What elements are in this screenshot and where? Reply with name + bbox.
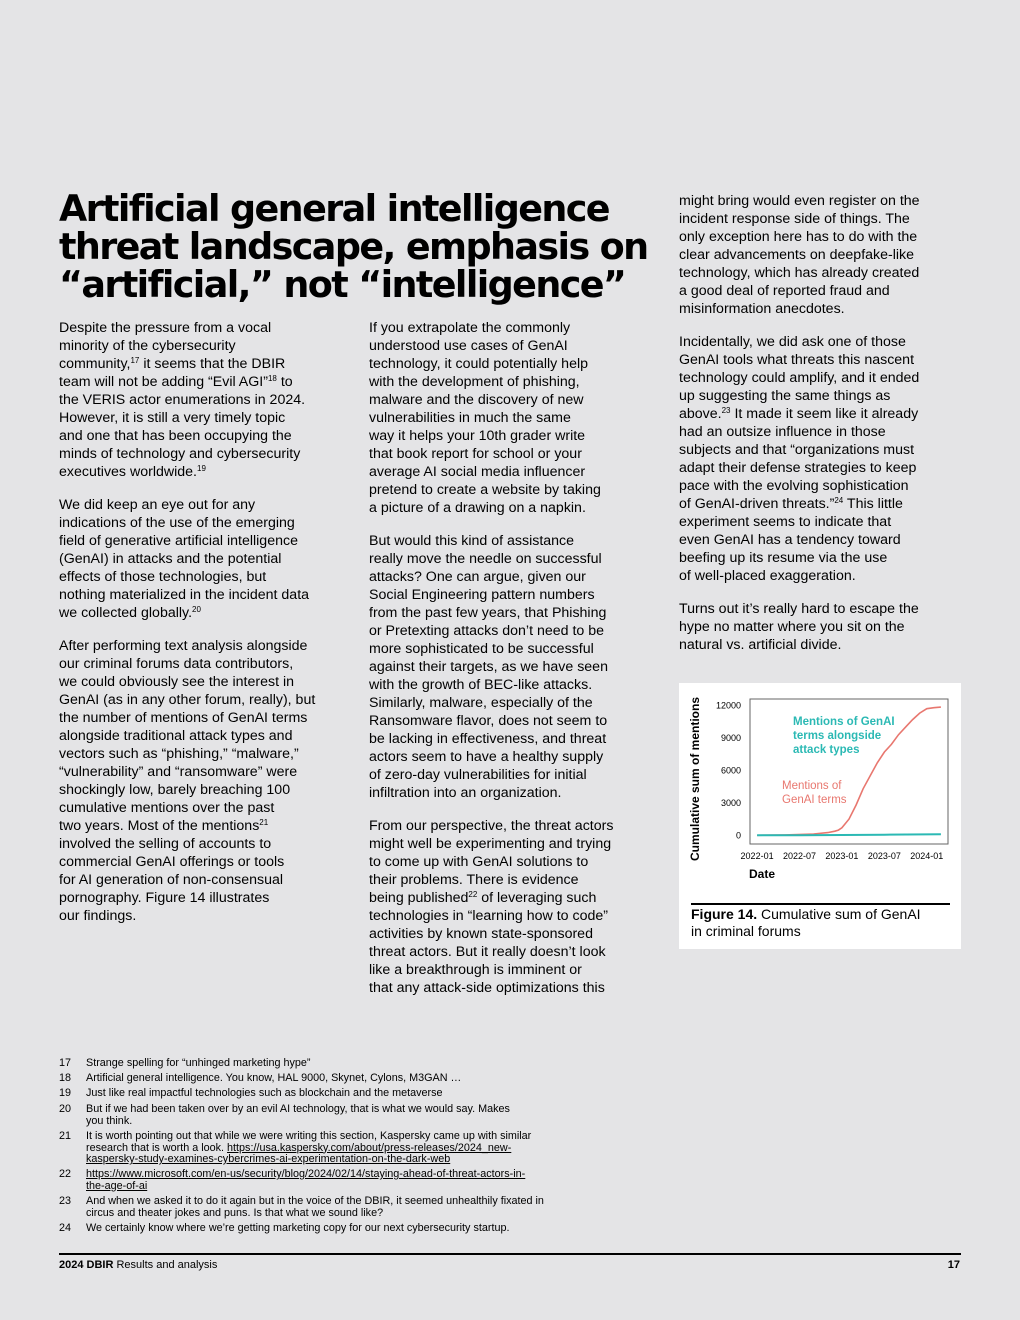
text-line: more sophisticated to be successful (369, 641, 594, 657)
text-line: minority of the cybersecurity (59, 338, 236, 354)
text-line: that book report for school or your (369, 446, 582, 462)
text-line: really move the needle on successful (369, 551, 602, 567)
footer-rule (59, 1253, 961, 1255)
text-line: malware and the discovery of new (369, 392, 584, 408)
text-line: After performing text analysis alongside (59, 638, 308, 654)
series-label-genai-terms: Mentions of GenAI terms (782, 780, 847, 806)
paragraph (369, 532, 659, 802)
text-line: pace with the evolving sophistication (679, 478, 909, 494)
text-line: experiment seems to indicate that (679, 514, 892, 530)
text-line: indications of the use of the emerging (59, 515, 295, 531)
text-line: up suggesting the same things as (679, 388, 891, 404)
figure-caption (691, 906, 956, 940)
text-line: misinformation anecdotes. (679, 301, 845, 317)
text-line: average AI social media influencer (369, 464, 586, 480)
text-line: a picture of a drawing on a napkin. (369, 500, 586, 516)
text-line: technologies in “learning how to code” (369, 908, 608, 924)
text-line: cumulative mentions over the past (59, 800, 275, 816)
text-line: GenAI (as in any other forum, really), but (59, 692, 316, 708)
text-line: alongside traditional attack types and (59, 728, 293, 744)
text-line: subjects and that “organizations must (679, 442, 915, 458)
caption-text: Cumulative sum of GenAI (761, 906, 921, 922)
text-line: vectors such as “phishing,” “malware,” (59, 746, 299, 762)
text-column-3 (679, 192, 969, 669)
footnote-ref[interactable]: 20 (192, 605, 201, 614)
text-line: like a breakthrough is imminent or (369, 962, 582, 978)
x-tick-label: 2023-01 (825, 851, 859, 861)
footer-title (59, 1259, 217, 1272)
text-line: Ransomware flavor, does not seem to (369, 713, 608, 729)
text-line: our criminal forums data contributors, (59, 656, 294, 672)
text-column-2 (369, 319, 659, 1012)
text-line: involved the selling of accounts to (59, 836, 272, 852)
text-line: infiltration into an organization. (369, 785, 562, 801)
text-line: “vulnerability” and “ransomware” were (59, 764, 298, 780)
text-line: shockingly low, barely breaching 100 (59, 782, 291, 798)
text-line: way it helps your 10th grader write (369, 428, 586, 444)
y-tick-label: 0 (735, 830, 741, 841)
text-line: executives worldwide.$^{19}$ (59, 464, 206, 480)
y-tick-label: 9000 (720, 732, 741, 743)
text-line: technology could amplify, and it ended (679, 370, 920, 386)
text-line: technology, it could potentially help (369, 356, 588, 372)
text-line: vulnerabilities in much the same (369, 410, 571, 426)
page-number: 17 (947, 1259, 960, 1271)
text-line: minds of technology and cybersecurity (59, 446, 301, 462)
text-line: Similarly, malware, especially of the (369, 695, 593, 711)
text-line: for AI generation of non-consensual (59, 872, 283, 888)
text-line: community,$^{17}$ it seems that the DBIR (59, 356, 286, 372)
text-line: only exception here has to do with the (679, 229, 918, 245)
text-line: field of generative artificial intelligence (59, 533, 298, 549)
text-column-1 (59, 319, 349, 940)
text-line: team will not be adding “Evil AGI”$^{18}$ to (59, 374, 293, 390)
text-line: From our perspective, the threat actors (369, 818, 614, 834)
text-line: had an outsize influence in those (679, 424, 886, 440)
paragraph (679, 600, 969, 654)
text-line: that any attack-side optimizations this (369, 980, 605, 996)
text-line: two years. Most of the mentions$^{21}$ (59, 818, 269, 834)
text-line: against their targets, as we have seen (369, 659, 608, 675)
x-tick-label: 2022-07 (782, 851, 817, 861)
text-line: of well-placed exaggeration. (679, 568, 856, 584)
text-line: clear advancements on deepfake-like (679, 247, 915, 263)
text-line: might well be experimenting and trying (369, 836, 612, 852)
text-line: of zero-day vulnerabilities for initial (369, 767, 587, 783)
text-line: might bring would even register on the (679, 193, 920, 209)
text-line: understood use cases of GenAI (369, 338, 568, 354)
text-line: However, it is still a very timely topic (59, 410, 286, 426)
text-line: of GenAI-driven threats.”$^{24}$ This little (679, 496, 903, 512)
text-line: nothing materialized in the incident data (59, 587, 310, 603)
text-line: incident response side of things. The (679, 211, 910, 227)
text-line: Turns out it’s really hard to escape the (679, 601, 919, 617)
text-line: with the development of phishing, (369, 374, 580, 390)
caption-text: in criminal forums (691, 923, 801, 939)
footnote-link[interactable]: kaspersky-study-examines-cybercrimes-ai-experimentation-on-the-dark-web (86, 1153, 451, 1165)
text-line: to come up with GenAI solutions to (369, 854, 589, 870)
text-line: But would this kind of assistance (369, 533, 575, 549)
text-line: Despite the pressure from a vocal (59, 320, 272, 336)
paragraph (369, 817, 659, 997)
paragraph (679, 192, 969, 318)
footnote-link[interactable]: the-age-of-ai (86, 1179, 148, 1192)
text-line: the VERIS actor enumerations in 2024. (59, 392, 306, 408)
text-line: pornography. Figure 14 illustrates (59, 890, 270, 906)
title-line: “artificial,” not “intelligence” (59, 263, 626, 306)
footnote-ref[interactable]: 21 (259, 818, 269, 827)
x-tick-label: 2023-07 (867, 851, 901, 861)
y-tick-label: 6000 (720, 765, 741, 776)
text-line: with the growth of BEC-like attacks. (369, 677, 593, 693)
text-line: above.$^{23}$ It made it seem like it already (679, 406, 919, 422)
text-line: technology, which has already created (679, 265, 920, 281)
line-chart (679, 683, 961, 898)
footnote-ref[interactable]: 18 (267, 374, 277, 383)
figure-14 (679, 683, 961, 949)
report-name: 2024 DBIR (59, 1259, 114, 1271)
text-line: be lacking in effectiveness, and threat (369, 731, 607, 747)
text-line: or Pretexting attacks don’t need to be (369, 623, 605, 639)
paragraph (59, 637, 349, 925)
text-line: we could obviously see the interest in (59, 674, 295, 690)
text-line: effects of those technologies, but (59, 569, 267, 585)
footnote-ref[interactable]: 22 (468, 890, 478, 899)
text-line: Social Engineering pattern numbers (369, 587, 595, 603)
paragraph (59, 496, 349, 622)
text-line: the number of mentions of GenAI terms (59, 710, 308, 726)
text-line: threat actors. But it really doesn’t look (369, 944, 606, 960)
series-label-attack-types: Mentions of GenAI terms alongside attack types (793, 716, 895, 756)
text-line: We did keep an eye out for any (59, 497, 256, 513)
text-line: from the past few years, that Phishing (369, 605, 607, 621)
footnote-ref[interactable]: 17 (130, 356, 140, 365)
text-line: Incidentally, we did ask one of those (679, 334, 906, 350)
page-title (59, 187, 648, 306)
paragraph (679, 333, 969, 585)
x-axis-label: Date (749, 867, 776, 881)
footnote-ref[interactable]: 24 (834, 496, 844, 505)
y-tick-label: 12000 (715, 700, 741, 711)
x-tick-label: 2022-01 (740, 851, 774, 861)
text-line: and one that has been occupying the (59, 428, 292, 444)
text-line: attacks? One can argue, given our (369, 569, 586, 585)
caption-rule (691, 903, 950, 905)
series-line-genai-attack-types (757, 834, 941, 835)
text-line: hype no matter where you sit on the (679, 619, 905, 635)
text-line: their problems. There is evidence (369, 872, 579, 888)
footnote-link[interactable]: https://usa.kaspersky.com/about/press-releases/2024_new- (227, 1141, 512, 1154)
text-line: commercial GenAI offerings or tools (59, 854, 285, 870)
footnote-link[interactable]: https://www.microsoft.com/en-us/security/blog/2024/02/14/staying-ahead-of-threat-actors-in- (86, 1168, 526, 1180)
text-line: (GenAI) in attacks and the potential (59, 551, 282, 567)
text-line: pretend to create a website by taking (369, 482, 601, 498)
text-line: a good deal of reported fraud and (679, 283, 890, 299)
text-line: we collected globally.$^{20}$ (59, 605, 201, 621)
text-line: actors seem to have a healthy supply (369, 749, 604, 765)
text-line: being published$^{22}$ of leveraging such (369, 890, 597, 906)
text-line: adapt their defense strategies to keep (679, 460, 917, 476)
caption-label: Figure 14. (691, 906, 758, 922)
footnote-ref[interactable]: 23 (721, 406, 731, 415)
text-line: even GenAI has a tendency toward (679, 532, 901, 548)
text-line: natural vs. artificial divide. (679, 637, 842, 653)
text-line: If you extrapolate the commonly (369, 320, 571, 336)
paragraph (59, 319, 349, 481)
x-tick-label: 2024-01 (910, 851, 944, 861)
title-line: threat landscape, emphasis on (59, 225, 648, 268)
section-name: Results and analysis (116, 1259, 218, 1271)
paragraph (369, 319, 659, 517)
text-line: activities by known state-sponsored (369, 926, 593, 942)
text-line: GenAI tools what threats this nascent (679, 352, 915, 368)
title-line: Artificial general intelligence (59, 187, 609, 230)
text-line: beefing up its resume via the use (679, 550, 888, 566)
footnote-ref[interactable]: 19 (197, 464, 206, 473)
text-line: our findings. (59, 908, 137, 924)
y-axis-label: Cumulative sum of mentions (688, 696, 702, 862)
y-tick-label: 3000 (720, 797, 741, 808)
